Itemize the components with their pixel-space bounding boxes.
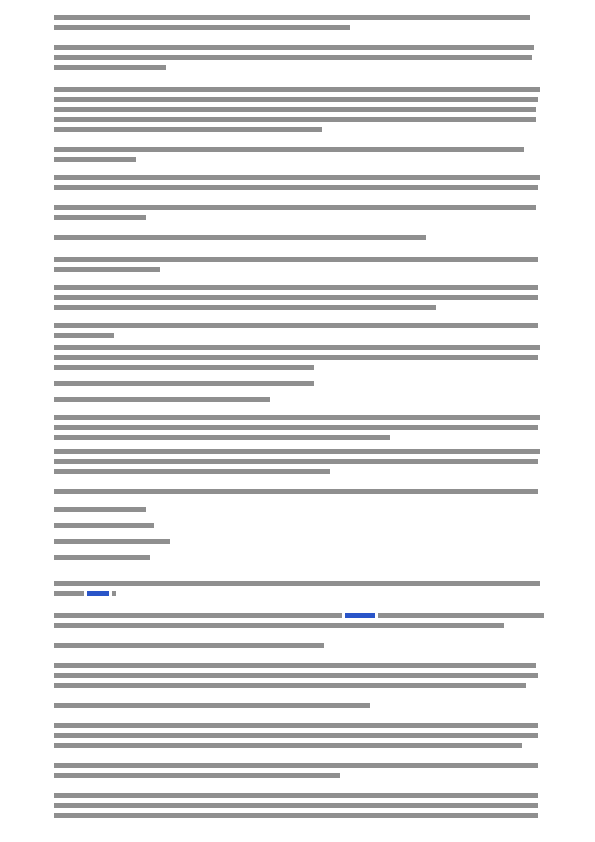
text-line xyxy=(54,448,544,457)
text-line xyxy=(54,554,544,563)
text-line xyxy=(54,590,544,599)
text-run xyxy=(54,87,540,92)
text-line xyxy=(54,294,544,303)
text-line xyxy=(54,126,544,135)
text-line xyxy=(54,812,544,821)
text-run xyxy=(54,257,538,262)
text-run xyxy=(54,623,504,628)
text-line xyxy=(54,204,544,213)
text-run xyxy=(54,215,146,220)
text-line xyxy=(54,380,544,389)
text-line xyxy=(54,772,544,781)
text-run xyxy=(54,743,522,748)
text-line xyxy=(54,116,544,125)
text-line xyxy=(54,732,544,741)
text-line xyxy=(54,506,544,515)
text-run xyxy=(54,763,538,768)
text-run xyxy=(54,97,538,102)
text-line xyxy=(54,682,544,691)
text-run xyxy=(54,235,426,240)
text-line xyxy=(54,322,544,331)
text-line xyxy=(54,234,544,243)
text-run xyxy=(54,45,534,50)
text-run xyxy=(54,397,270,402)
text-run xyxy=(54,773,340,778)
text-line xyxy=(54,304,544,313)
text-run xyxy=(54,591,84,596)
text-line xyxy=(54,284,544,293)
text-run xyxy=(54,295,538,300)
text-line xyxy=(54,44,544,53)
text-line xyxy=(54,146,544,155)
text-run xyxy=(54,157,136,162)
text-run xyxy=(54,435,390,440)
text-run xyxy=(54,469,330,474)
text-run xyxy=(54,15,530,20)
text-line xyxy=(54,54,544,63)
text-line xyxy=(54,742,544,751)
text-run xyxy=(54,25,350,30)
text-line xyxy=(54,802,544,811)
text-run xyxy=(54,305,436,310)
text-line xyxy=(54,792,544,801)
text-run xyxy=(54,415,540,420)
hyperlink-text[interactable] xyxy=(345,613,375,618)
text-line xyxy=(54,174,544,183)
text-line xyxy=(54,354,544,363)
text-line xyxy=(54,762,544,771)
text-line xyxy=(54,184,544,193)
text-line xyxy=(54,458,544,467)
text-run xyxy=(54,267,160,272)
text-run xyxy=(54,425,538,430)
text-run xyxy=(54,175,540,180)
text-run xyxy=(54,813,538,818)
text-line xyxy=(54,64,544,73)
text-run xyxy=(54,355,538,360)
text-line xyxy=(54,538,544,547)
text-line xyxy=(54,612,544,621)
text-line xyxy=(54,86,544,95)
text-run xyxy=(54,459,538,464)
text-line xyxy=(54,414,544,423)
text-line xyxy=(54,96,544,105)
text-run xyxy=(54,449,540,454)
text-line xyxy=(54,522,544,531)
text-run xyxy=(54,673,538,678)
text-line xyxy=(54,434,544,443)
text-run xyxy=(54,365,314,370)
text-run xyxy=(112,591,116,596)
text-run xyxy=(54,523,154,528)
text-run xyxy=(54,507,146,512)
text-run xyxy=(54,333,114,338)
text-run xyxy=(54,107,536,112)
text-line xyxy=(54,156,544,165)
text-run xyxy=(54,55,532,60)
text-line xyxy=(54,256,544,265)
text-run xyxy=(378,613,544,618)
text-run xyxy=(54,147,524,152)
text-run xyxy=(54,345,540,350)
text-line xyxy=(54,24,544,33)
text-run xyxy=(54,127,322,132)
text-line xyxy=(54,672,544,681)
text-line xyxy=(54,396,544,405)
text-run xyxy=(54,703,370,708)
text-run xyxy=(54,643,324,648)
text-line xyxy=(54,722,544,731)
text-run xyxy=(54,285,538,290)
text-line xyxy=(54,424,544,433)
text-line xyxy=(54,364,544,373)
text-line xyxy=(54,266,544,275)
text-run xyxy=(54,323,538,328)
text-line xyxy=(54,468,544,477)
text-run xyxy=(54,683,526,688)
text-run xyxy=(54,65,166,70)
text-line xyxy=(54,106,544,115)
text-run xyxy=(54,723,538,728)
text-line xyxy=(54,662,544,671)
text-run xyxy=(54,613,342,618)
text-run xyxy=(54,489,538,494)
text-line xyxy=(54,580,544,589)
text-line xyxy=(54,344,544,353)
text-line xyxy=(54,488,544,497)
text-run xyxy=(54,555,150,560)
text-line xyxy=(54,642,544,651)
text-run xyxy=(54,539,170,544)
text-run xyxy=(54,581,540,586)
hyperlink-text[interactable] xyxy=(87,591,109,596)
text-run xyxy=(54,381,314,386)
text-run xyxy=(54,205,536,210)
text-run xyxy=(54,733,538,738)
text-run xyxy=(54,793,538,798)
text-run xyxy=(54,185,538,190)
text-run xyxy=(54,803,538,808)
text-line xyxy=(54,214,544,223)
text-run xyxy=(54,117,536,122)
text-line xyxy=(54,622,544,631)
text-line xyxy=(54,332,544,341)
text-line xyxy=(54,14,544,23)
text-run xyxy=(54,663,536,668)
text-line xyxy=(54,702,544,711)
